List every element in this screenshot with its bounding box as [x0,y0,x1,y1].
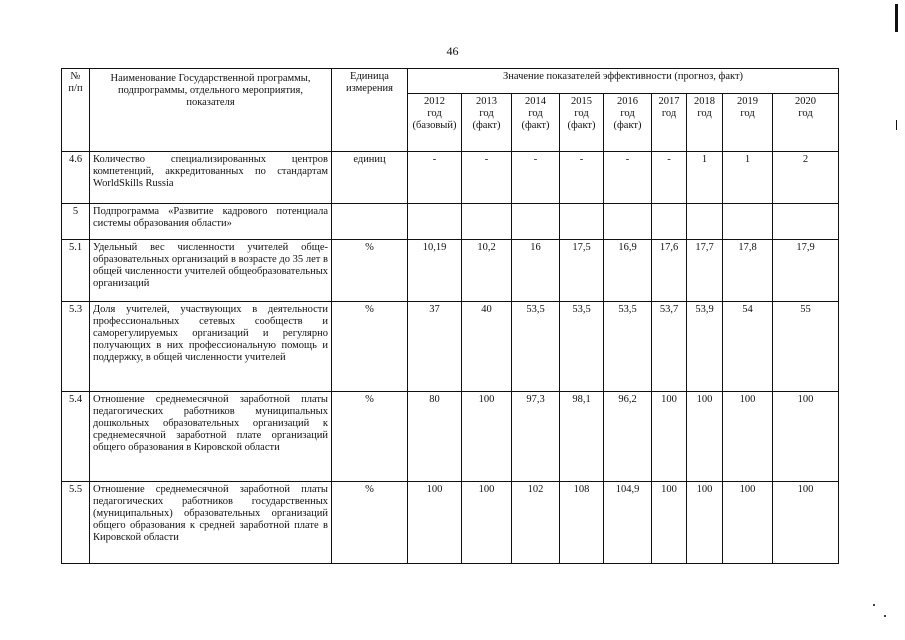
value-cell: 17,5 [560,240,604,302]
value-cell: - [652,152,687,204]
value-cell [408,204,462,240]
value-cell: 17,7 [687,240,723,302]
value-cell: 100 [462,482,512,564]
table-row [62,204,839,240]
indicator-name: Количество специализированных центров компетенций, аккредитованных по стандартам WorldSkills Russia [90,152,332,204]
value-cell: 54 [723,302,773,392]
value-cell: 2 [773,152,839,204]
row-number: 5 [62,204,90,240]
table-body [62,152,839,564]
value-cell: 17,9 [773,240,839,302]
indicator-name: Отношение среднемесячной заработной платы педагогических работников государственных (муниципальных) образовательных организаций общего образования к средней заработной плате в Кировской области [90,482,332,564]
value-cell: 40 [462,302,512,392]
row-number: 5.4 [62,392,90,482]
value-cell: 100 [652,392,687,482]
header-year: 2013 год (факт) [462,94,512,152]
scan-speck [873,604,875,606]
table-row [62,482,839,564]
value-cell: - [462,152,512,204]
value-cell: 100 [773,392,839,482]
value-cell [462,204,512,240]
value-cell: - [512,152,560,204]
value-cell: 16,9 [604,240,652,302]
unit-cell: % [332,302,408,392]
value-cell: 98,1 [560,392,604,482]
value-cell: - [408,152,462,204]
row-number: 5.1 [62,240,90,302]
header-num: № п/п [62,69,90,152]
value-cell [773,204,839,240]
unit-cell: единиц [332,152,408,204]
unit-cell: % [332,392,408,482]
scan-edge-mark [895,4,898,32]
value-cell: 17,8 [723,240,773,302]
table-header-row [62,69,839,94]
value-cell: 100 [652,482,687,564]
value-cell [560,204,604,240]
value-cell: 10,2 [462,240,512,302]
scan-speck [884,615,886,617]
value-cell: - [560,152,604,204]
header-year: 2012 год (базовый) [408,94,462,152]
unit-cell: % [332,240,408,302]
value-cell: 108 [560,482,604,564]
row-number: 4.6 [62,152,90,204]
value-cell: 97,3 [512,392,560,482]
value-cell: 55 [773,302,839,392]
table-row [62,152,839,204]
header-values-group: Значение показателей эффективности (прогноз, факт) [408,69,839,94]
header-unit: Единица измерения [332,69,408,152]
header-year: 2016 год (факт) [604,94,652,152]
header-year: 2019 год [723,94,773,152]
table-row [62,392,839,482]
indicator-name: Подпрограмма «Развитие кадрового потенциала системы образования области» [90,204,332,240]
value-cell: 100 [687,482,723,564]
header-year: 2018 год [687,94,723,152]
value-cell: 96,2 [604,392,652,482]
value-cell: 102 [512,482,560,564]
value-cell: 100 [773,482,839,564]
unit-cell [332,204,408,240]
value-cell [723,204,773,240]
value-cell: 100 [723,392,773,482]
indicator-name: Отношение среднемесячной заработной платы педагогических работников муниципальных дошкольных образовательных организаций к среднемесячной заработной плате организаций общего образования в Кировской области [90,392,332,482]
indicators-table [61,68,839,564]
value-cell [604,204,652,240]
value-cell: 1 [723,152,773,204]
unit-cell: % [332,482,408,564]
header-year: 2017 год [652,94,687,152]
value-cell: 53,9 [687,302,723,392]
value-cell [512,204,560,240]
value-cell [687,204,723,240]
row-number: 5.5 [62,482,90,564]
value-cell: 16 [512,240,560,302]
value-cell: 100 [687,392,723,482]
value-cell: 1 [687,152,723,204]
header-year: 2015 год (факт) [560,94,604,152]
value-cell: 100 [723,482,773,564]
value-cell: 80 [408,392,462,482]
value-cell: 10,19 [408,240,462,302]
table-row [62,302,839,392]
value-cell: - [604,152,652,204]
value-cell: 100 [408,482,462,564]
header-year: 2020 год [773,94,839,152]
value-cell [652,204,687,240]
header-year: 2014 год (факт) [512,94,560,152]
value-cell: 53,5 [604,302,652,392]
page-number: 46 [446,44,459,58]
table-row [62,240,839,302]
header-name: Наименование Государственной программы, подпрограммы, отдельного мероприятия, показателя [90,69,332,152]
value-cell: 53,7 [652,302,687,392]
indicator-name: Удельный вес численности учителей обще-образовательных организаций в возрасте до 35 лет в общей численности учителей общеобразовательных организаций [90,240,332,302]
value-cell: 37 [408,302,462,392]
value-cell: 17,6 [652,240,687,302]
scan-edge-mark [896,120,897,130]
row-number: 5.3 [62,302,90,392]
value-cell: 53,5 [560,302,604,392]
value-cell: 104,9 [604,482,652,564]
value-cell: 100 [462,392,512,482]
indicator-name: Доля учителей, участвующих в деятельности профессиональных сетевых сообществ и саморегулируемых организаций и регулярно получающих в них профессиональную помощь и поддержку, в общей численности учителей [90,302,332,392]
value-cell: 53,5 [512,302,560,392]
